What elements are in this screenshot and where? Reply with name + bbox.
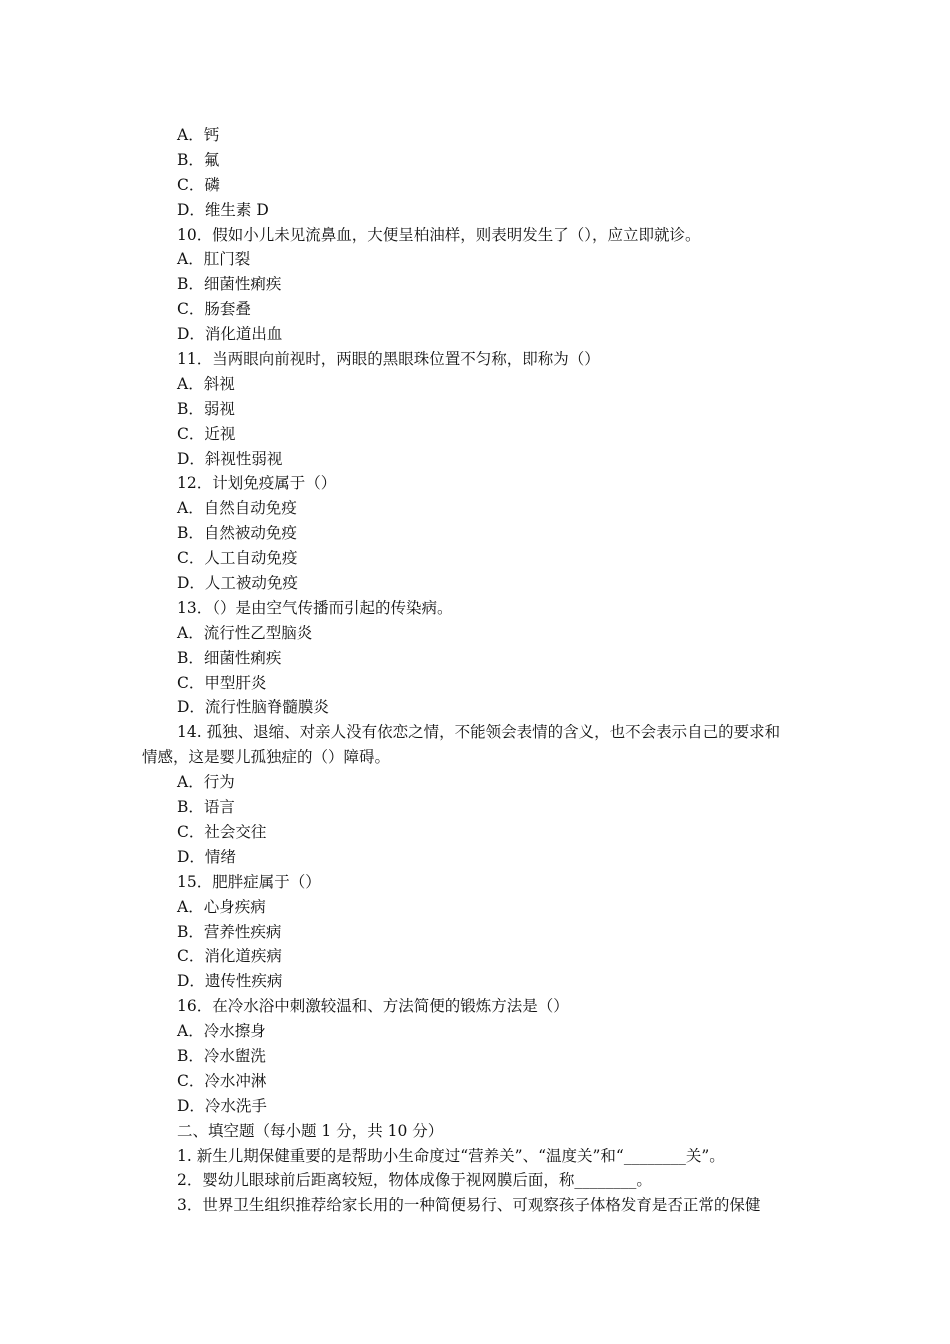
text-line: D．冷水洗手 [177,1096,267,1115]
text-line: 11．当两眼向前视时，两眼的黑眼珠位置不匀称，即称为（） [177,350,600,369]
text-line: A．钙 [177,126,220,144]
text-line: C．肠套叠 [177,300,251,319]
text-line: C．近视 [177,424,236,443]
text-line: D．流行性脑脊髓膜炎 [177,698,329,717]
text-line: 13．（）是由空气传播而引起的传染病。 [177,598,453,617]
text-line: 3．世界卫生组织推荐给家长用的一种简便易行、可观察孩子体格发育是否正常的保健 [177,1196,761,1215]
text-line: 2．婴幼儿眼球前后距离较短，物体成像于视网膜后面，称________。 [177,1171,652,1190]
text-line: C．冷水冲淋 [177,1071,267,1090]
text-line: D．维生素 D [177,200,269,219]
text-line: 1. 新生儿期保健重要的是帮助小生命度过“营养关”、“温度关”和“________关”。 [177,1146,725,1165]
text-line: B．细菌性痢疾 [177,275,282,294]
text-line: B．细菌性痢疾 [177,648,282,667]
text-line: 情感，这是婴儿孤独症的（）障碍。 [142,748,391,767]
text-line: A．流行性乙型脑炎 [177,623,313,642]
text-line: C．磷 [177,175,220,194]
text-line: B．弱视 [177,399,235,418]
text-line: D．情绪 [177,847,236,866]
text-line: C．社会交往 [177,822,267,841]
text-line: D．消化道出血 [177,325,283,344]
text-line: C．甲型肝炎 [177,673,267,692]
text-line: A．行为 [177,773,235,792]
text-line: A．冷水擦身 [177,1022,266,1041]
text-line: 12．计划免疫属于（） [177,474,337,493]
text-line: 二、填空题（每小题 1 分，共 10 分） [177,1121,444,1140]
text-line: B．冷水盥洗 [177,1046,266,1065]
text-line: D．斜视性弱视 [177,449,283,468]
text-line: C．人工自动免疫 [177,549,298,568]
text-line: B．营养性疾病 [177,922,282,941]
text-line: B．语言 [177,798,235,817]
text-line: 10．假如小儿未见流鼻血，大便呈柏油样，则表明发生了（），应立即就诊。 [177,225,701,244]
text-line: 16．在冷水浴中刺激较温和、方法简便的锻炼方法是（） [177,997,569,1016]
text-line: 14. 孤独、退缩、对亲人没有依恋之情，不能领会表情的含义，也不会表示自己的要求和 [177,723,781,742]
text-line: B．自然被动免疫 [177,524,297,543]
text-line: A．斜视 [177,374,235,393]
text-line: 15．肥胖症属于（） [177,872,321,891]
text-line: D．遗传性疾病 [177,972,283,991]
text-line: D．人工被动免疫 [177,574,298,593]
text-line: C．消化道疾病 [177,947,282,966]
text-line: A．肛门裂 [177,250,251,269]
document-body [142,123,810,1218]
text-line: B．氟 [177,150,220,169]
text-line: A．自然自动免疫 [177,499,297,518]
text-line: A．心身疾病 [177,897,266,916]
